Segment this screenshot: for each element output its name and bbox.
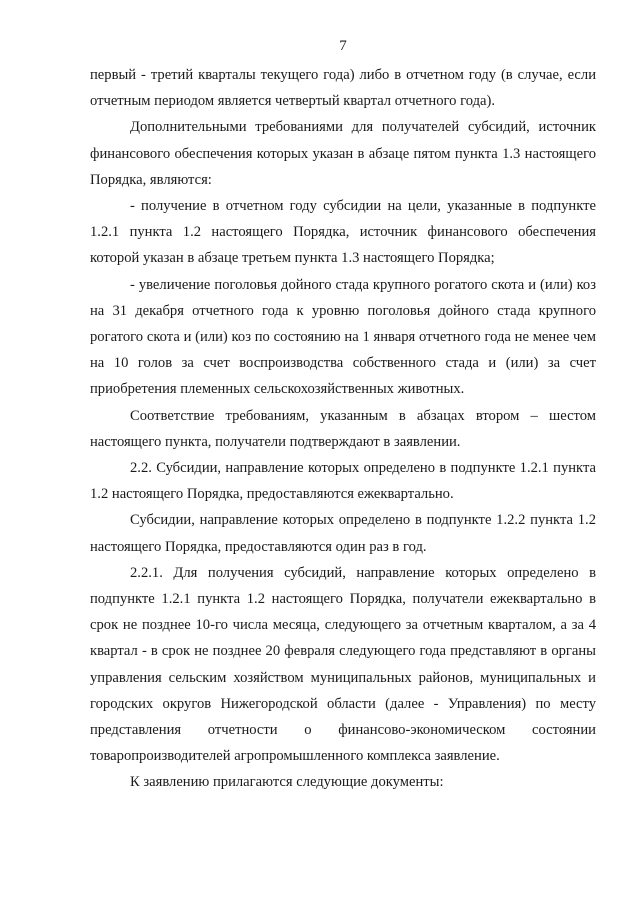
- paragraph-requirement-subsidy: - получение в отчетном году субсидии на цели, указанные в подпункте 1.2.1 пункта 1.2 настоящего Порядка, источник финансового обеспечения которой указан в абзаце третьем пункта 1.3 настоящего Порядка;: [90, 198, 596, 267]
- paragraph-additional-requirements: Дополнительными требованиями для получателей субсидий, источник финансового обеспечения которых указан в абзаце пятом пункта 1.3 настоящего Порядка, являются:: [90, 119, 596, 188]
- paragraph-attached-documents: К заявлению прилагаются следующие документы:: [130, 774, 444, 791]
- paragraph-compliance: Соответствие требованиям, указанным в абзацах втором – шестом настоящего пункта, получатели подтверждают в заявлении.: [90, 407, 596, 450]
- paragraph-requirement-herd-increase: - увеличение поголовья дойного стада крупного рогатого скота и (или) коз на 31 декабря отчетного года к уровню поголовья дойного стада крупного рогатого скота и (или) коз по состоянию на 1 января отчетного года не менее чем на 10 голов за счет воспроизводства собственного стада и (или) за счет приобретения племенных сельскохозяйственных животных.: [90, 276, 596, 398]
- page-number: 7: [339, 38, 347, 54]
- paragraph-continuation: первый - третий кварталы текущего года) либо в отчетном году (в случае, если отчетным периодом является четвертый квартал отчетного года).: [90, 67, 596, 110]
- paragraph-2-2-1: 2.2.1. Для получения субсидий, направление которых определено в подпункте 1.2.1 пункта 1.2 настоящего Порядка, получатели ежеквартально в срок не позднее 10-го числа месяца, следующего за отчетным кварталом, а за 4 квартал - в срок не позднее 20 февраля следующего года представляют в органы управления сельским хозяйством муниципальных районов, муниципальных и городских округов Нижегородской области (далее - Управления) по месту представления отчетности о финансово-экономическом состоянии товаропроизводителей агропромышленного комплекса заявление.: [90, 564, 596, 765]
- paragraph-annual-subsidy: Субсидии, направление которых определено в подпункте 1.2.2 пункта 1.2 настоящего Порядка, предоставляются один раз в год.: [90, 512, 596, 555]
- paragraph-2-2: 2.2. Субсидии, направление которых определено в подпункте 1.2.1 пункта 1.2 настоящего Порядка, предоставляются ежеквартально.: [90, 460, 596, 503]
